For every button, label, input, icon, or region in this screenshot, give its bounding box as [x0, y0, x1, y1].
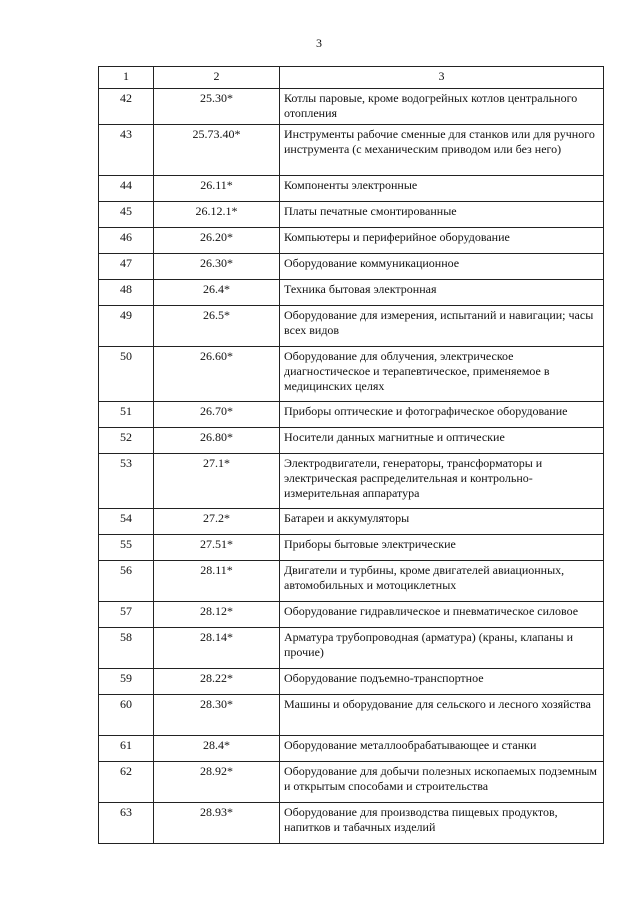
okpd-code-cell: 27.2*: [154, 509, 280, 535]
table-row: [99, 602, 604, 628]
column-header-3: 3: [280, 67, 604, 89]
table-row: [99, 428, 604, 454]
product-name-cell: Компьютеры и периферийное оборудование: [280, 228, 604, 254]
product-name-cell: Оборудование металлообрабатывающее и станки: [280, 736, 604, 762]
row-number-cell: 53: [99, 454, 154, 509]
okpd-code-cell: 26.60*: [154, 347, 280, 402]
product-name-cell: Платы печатные смонтированные: [280, 202, 604, 228]
product-name-cell: Оборудование для облучения, электрическое диагностическое и терапевтическое, применяемое в медицинских целях: [280, 347, 604, 402]
table-row: [99, 803, 604, 844]
okpd-code-cell: 26.12.1*: [154, 202, 280, 228]
table-row: [99, 535, 604, 561]
product-name-cell: Техника бытовая электронная: [280, 280, 604, 306]
okpd-code-cell: 26.11*: [154, 176, 280, 202]
okpd-code-cell: 27.51*: [154, 535, 280, 561]
okpd-code-cell: 28.22*: [154, 669, 280, 695]
column-header-2: 2: [154, 67, 280, 89]
row-number-cell: 45: [99, 202, 154, 228]
okpd-code-cell: 28.12*: [154, 602, 280, 628]
product-name-cell: Инструменты рабочие сменные для станков или для ручного инструмента (с механическим приводом или без него): [280, 125, 604, 176]
product-name-cell: Батареи и аккумуляторы: [280, 509, 604, 535]
table-row: [99, 669, 604, 695]
table-row: [99, 347, 604, 402]
row-number-cell: 55: [99, 535, 154, 561]
okpd-code-cell: 26.5*: [154, 306, 280, 347]
product-name-cell: Оборудование гидравлическое и пневматическое силовое: [280, 602, 604, 628]
product-name-cell: Носители данных магнитные и оптические: [280, 428, 604, 454]
table-row: [99, 628, 604, 669]
okpd-code-cell: 26.20*: [154, 228, 280, 254]
row-number-cell: 51: [99, 402, 154, 428]
okpd-code-cell: 28.30*: [154, 695, 280, 736]
okpd-code-cell: 26.30*: [154, 254, 280, 280]
product-name-cell: Оборудование для измерения, испытаний и навигации; часы всех видов: [280, 306, 604, 347]
row-number-cell: 43: [99, 125, 154, 176]
product-name-cell: Электродвигатели, генераторы, трансформаторы и электрическая распределительная и контрольно-измерительная аппаратура: [280, 454, 604, 509]
table-header-row: [99, 67, 604, 89]
table-row: [99, 561, 604, 602]
okpd-code-cell: 28.92*: [154, 762, 280, 803]
table-row: [99, 736, 604, 762]
row-number-cell: 59: [99, 669, 154, 695]
row-number-cell: 50: [99, 347, 154, 402]
okpd-code-cell: 26.80*: [154, 428, 280, 454]
product-name-cell: Машины и оборудование для сельского и лесного хозяйства: [280, 695, 604, 736]
column-header-1: 1: [99, 67, 154, 89]
product-name-cell: Оборудование для производства пищевых продуктов, напитков и табачных изделий: [280, 803, 604, 844]
okpd-code-cell: 28.14*: [154, 628, 280, 669]
okpd-code-cell: 27.1*: [154, 454, 280, 509]
okpd-code-cell: 26.4*: [154, 280, 280, 306]
row-number-cell: 44: [99, 176, 154, 202]
okpd-code-cell: 28.4*: [154, 736, 280, 762]
table-row: [99, 89, 604, 125]
table-row: [99, 454, 604, 509]
table-row: [99, 125, 604, 176]
okpd-code-cell: 28.93*: [154, 803, 280, 844]
row-number-cell: 61: [99, 736, 154, 762]
row-number-cell: 47: [99, 254, 154, 280]
row-number-cell: 63: [99, 803, 154, 844]
table-row: [99, 202, 604, 228]
row-number-cell: 48: [99, 280, 154, 306]
table-row: [99, 402, 604, 428]
row-number-cell: 56: [99, 561, 154, 602]
table-row: [99, 176, 604, 202]
row-number-cell: 54: [99, 509, 154, 535]
row-number-cell: 58: [99, 628, 154, 669]
table-row: [99, 254, 604, 280]
row-number-cell: 62: [99, 762, 154, 803]
table-row: [99, 228, 604, 254]
table-body: [99, 89, 604, 844]
table-row: [99, 280, 604, 306]
okpd-code-cell: 25.73.40*: [154, 125, 280, 176]
product-name-cell: Арматура трубопроводная (арматура) (краны, клапаны и прочие): [280, 628, 604, 669]
product-name-cell: Оборудование подъемно-транспортное: [280, 669, 604, 695]
product-name-cell: Приборы оптические и фотографическое оборудование: [280, 402, 604, 428]
table-row: [99, 762, 604, 803]
row-number-cell: 52: [99, 428, 154, 454]
document-table: [98, 66, 604, 844]
table-row: [99, 306, 604, 347]
table-row: [99, 695, 604, 736]
okpd-code-cell: 25.30*: [154, 89, 280, 125]
product-name-cell: Двигатели и турбины, кроме двигателей авиационных, автомобильных и мотоциклетных: [280, 561, 604, 602]
okpd-code-cell: 26.70*: [154, 402, 280, 428]
table-row: [99, 509, 604, 535]
product-name-cell: Оборудование коммуникационное: [280, 254, 604, 280]
product-name-cell: Котлы паровые, кроме водогрейных котлов центрального отопления: [280, 89, 604, 125]
row-number-cell: 60: [99, 695, 154, 736]
product-name-cell: Приборы бытовые электрические: [280, 535, 604, 561]
row-number-cell: 57: [99, 602, 154, 628]
product-name-cell: Оборудование для добычи полезных ископаемых подземным и открытым способами и строительства: [280, 762, 604, 803]
row-number-cell: 42: [99, 89, 154, 125]
row-number-cell: 46: [99, 228, 154, 254]
product-name-cell: Компоненты электронные: [280, 176, 604, 202]
page-number: 3: [316, 36, 322, 50]
row-number-cell: 49: [99, 306, 154, 347]
okpd-code-cell: 28.11*: [154, 561, 280, 602]
